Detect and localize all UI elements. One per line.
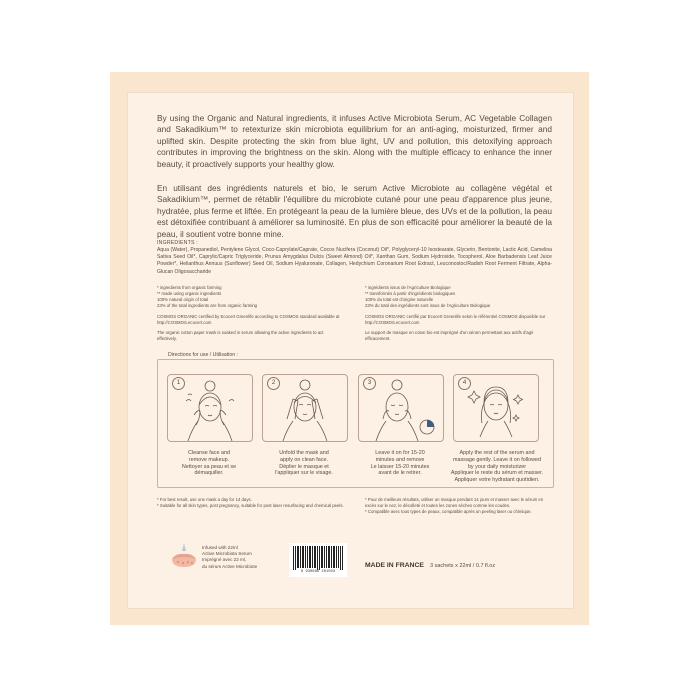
legend-french — [365, 285, 553, 309]
note-line: * Suitable for all skin types, post pregnancy, suitable for post laser resurfacing and chemical peels. — [157, 502, 344, 508]
caption-line: démaquiller. — [194, 470, 224, 477]
step-number: 3 — [363, 377, 376, 390]
cosmos-english: COSMOS ORGANIC certified by Ecocert Greenlife according to COSMOS standard available at http://COSMOS.ecocert.com — [157, 314, 340, 325]
legend-line: ** made using organic ingredients — [157, 290, 222, 296]
infused-info — [202, 545, 257, 570]
caption-line: Nettoyer sa peau et se — [181, 463, 237, 470]
legend-line: * ingredients from organic farming — [157, 285, 222, 290]
legend-line: 23% du total des ingrédients sont issus de l'Agriculture Biologique — [365, 302, 491, 308]
caption-line: Unfold the mask and — [279, 450, 329, 456]
legend-line: ** transformés à partir d'ingrédients biologiques — [365, 290, 456, 296]
description-english: By using the Organic and Natural ingredients, it infuses Active Microbiota Serum, AC Vegetable Collagen and Sakadikium™ to retexturize skin microbiota equilibrium for an anti-aging, moisturized, firmer and uplifted skin. Despite protecting the skin from blue light, UV and pollution, this detoxifying approach contributes in improving the brightness on the skin. Along with the multiple efficacy to enhance the inner beauty, it proactively supports your healthy glow. — [157, 113, 552, 169]
caption-line: Déplier le masque et — [279, 463, 329, 470]
step-number: 1 — [172, 377, 185, 390]
legend-english — [157, 285, 342, 309]
step-number: 2 — [267, 377, 280, 390]
step-3-illustration — [358, 374, 444, 442]
caption-line: Apply the rest of the serum and — [459, 450, 535, 456]
step-2-illustration — [262, 374, 348, 442]
caption-line: Cleanse face and — [188, 450, 230, 456]
mask-note-french: Le support de masque en coton bio est imprégné d'un sérum permettant aux actifs d'agir efficacement. — [365, 330, 534, 341]
infused-line: du sérum Active Microbiote — [202, 563, 258, 569]
caption-line: massage gently. Leave it on followed — [453, 456, 541, 463]
infused-line: Infused with 22ml — [202, 545, 238, 550]
note-line: * For best result, use one mask a day for 14 days. — [157, 497, 252, 502]
caption-line: Leave it on for 15-20 — [375, 450, 425, 456]
caption-line: Appliquer le reste du sérum et masser. — [450, 470, 544, 477]
directions-title: Directions for use / Utilisation : — [168, 352, 239, 358]
caption-line: minutes and remove — [375, 456, 425, 463]
legend-line: 23% of the total ingredients are from organic farming — [157, 302, 258, 308]
legend-line: * ingrédients issus de l'Agriculture Biologique — [365, 285, 451, 290]
skin-layer-icon — [170, 541, 198, 569]
mask-note-english: The organic cotton paper mask is soaked in serum allowing the active ingredients to act effectively. — [157, 330, 324, 341]
note-line: * Pour de meilleurs résultats, utiliser un masque pendant 14 jours et masser avec le sérum en excès sur le nez, le décolleté et toutes les zones sèches comme les coudes. — [365, 497, 544, 508]
notes-french — [365, 497, 555, 515]
step-4-caption — [448, 450, 546, 484]
notes-english — [157, 497, 347, 509]
legend-line: 100% du total est d'origine naturelle — [365, 296, 434, 302]
caption-line: remove makeup. — [188, 456, 230, 463]
caption-line: l'appliquer sur le visage. — [275, 470, 333, 477]
quantity-label: 3 sachets x 22ml / 0.7 fl.oz — [430, 563, 496, 569]
caption-line: by your daily moisturizer — [467, 463, 527, 470]
caption-line: Appliquer votre hydratant quotidien. — [454, 477, 540, 484]
description-french: En utilisant des ingrédients naturels et bio, le serum Active Microbiote au collagène végétal et Sakadikium™, permet de rétablir l'équilibre du microbiote cutané pour une peau d'apparence plus jeune, hydratée, plus ferme et liftée. En protégeant la peau de la lumière bleue, des UVs et de la pollution, la peau est détoxifiée contribuant à améliorer sa luminosité. En plus de son efficacité pour améliorer la beauté de la peau, il soutient votre bonne mine. — [157, 183, 552, 239]
ingredients-list: Aqua (Water), Propanediol, Pentylene Glycol, Coco-Caprylate/Caprate, Cocos Nucifera (Coconut) Oil*, Polyglyceryl-10 Isostearate, Glycerin, Bentonite, Lactic Acid, Camelina Sativa Seed Oil*, Caprylic/Capric Triglyceride, Prunus Amygdalus Dulcis (Sweet Almond) Oil*, Xanthan Gum, Sodium Hydroxide, Tocopherol, Aloe Barbadensis Leaf Juice Powder*, Helianthus Annuus (Sunflower) Seed Oil, Sodium Hyaluronate, Collagen, Hedychium Coronarium Root Extract, Leuconostoc/Radish Root Ferment Filtrate, Alpha-Glucan Oligosaccharide — [157, 247, 552, 275]
step-4-illustration — [453, 374, 539, 442]
caption-line: avant de le retirer. — [378, 470, 422, 477]
cosmos-french: COSMOS ORGANIC certifié par Ecocert Greenlife selon le référentiel COSMOS disponible sur http://COSMOS.ecocert.com — [365, 314, 546, 325]
infused-line: Active Microbiota Serum — [202, 551, 252, 557]
caption-line: Le laisser 15-20 minutes — [370, 463, 430, 470]
step-3-caption — [355, 450, 445, 477]
step-number: 4 — [458, 377, 471, 390]
caption-line: apply on clean face. — [280, 456, 328, 463]
made-in-label: MADE IN FRANCE — [365, 562, 424, 569]
note-line: * Compatible avec tous types de peaux, compatible après un peeling laser ou chimique. — [365, 508, 532, 514]
step-1-caption — [164, 450, 254, 477]
step-2-caption — [259, 450, 349, 477]
barcode-icon — [289, 543, 347, 571]
barcode-number: 6 930686 201503 — [300, 570, 336, 574]
legend-line: 100% natural origin of total — [157, 296, 209, 302]
ingredients-title: INGREDIENTS : — [157, 240, 198, 246]
step-1-illustration — [167, 374, 253, 442]
infused-line: Imprégné avec 22 ml, — [202, 557, 247, 563]
